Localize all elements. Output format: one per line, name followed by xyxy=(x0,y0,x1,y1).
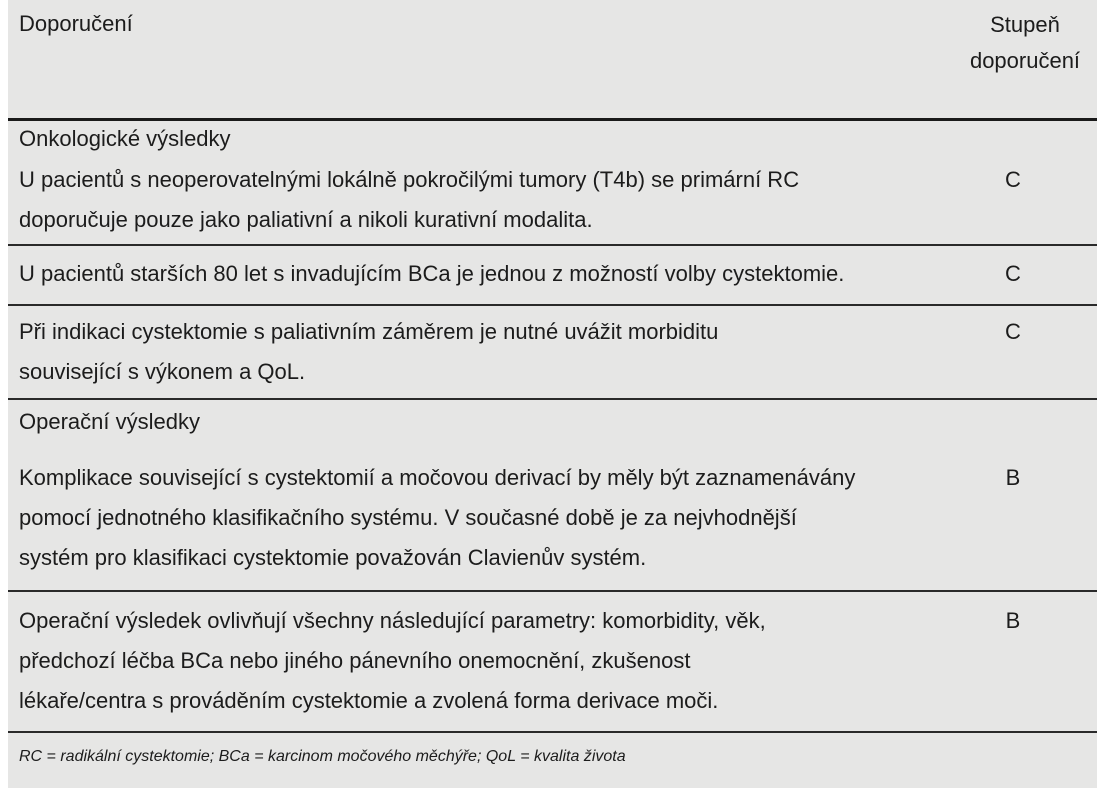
recommendation-text xyxy=(19,160,954,240)
recommendation-text xyxy=(19,458,954,578)
recommendation-line: systém pro klasifikaci cystektomie považován Clavienův systém. xyxy=(19,545,647,570)
section-divider xyxy=(8,398,1097,400)
recommendation-line: Operační výsledek ovlivňují všechny následující parametry: komorbidity, věk, xyxy=(19,608,766,633)
header-grade-line2: doporučení xyxy=(969,48,1081,73)
recommendation-line: lékaře/centra s prováděním cystektomie a zvolená forma derivace moči. xyxy=(19,688,719,713)
section-title: Onkologické výsledky xyxy=(19,126,231,151)
grade-value: C xyxy=(1005,319,1021,344)
recommendation-line: doporučuje pouze jako paliativní a nikoli kurativní modalita. xyxy=(19,207,593,232)
recommendation-line: předchozí léčba BCa nebo jiného pánevního onemocnění, zkušenost xyxy=(19,648,691,673)
recommendation-text xyxy=(19,254,954,294)
row-divider xyxy=(8,304,1097,306)
section-title: Operační výsledky xyxy=(19,409,200,434)
grade-value: B xyxy=(1005,465,1021,490)
recommendations-table xyxy=(8,0,1097,788)
header-grade xyxy=(956,7,1094,79)
recommendation-line: U pacientů starších 80 let s invadujícím BCa je jednou z možností volby cystektomie. xyxy=(19,261,845,286)
table-header xyxy=(8,0,1097,120)
header-grade-line1: Stupeň xyxy=(990,12,1060,37)
recommendation-line: Komplikace související s cystektomií a močovou derivací by měly být zaznamenávány xyxy=(19,465,856,490)
row-divider xyxy=(8,244,1097,246)
header-divider xyxy=(8,118,1097,121)
recommendation-line: související s výkonem a QoL. xyxy=(19,359,306,384)
grade-value: B xyxy=(1005,608,1021,633)
table-footnote: RC = radikální cystektomie; BCa = karcinom močového měchýře; QoL = kvalita života xyxy=(19,748,626,765)
recommendation-line: pomocí jednotného klasifikačního systému. V současné době je za nejvhodnější xyxy=(19,505,797,530)
recommendation-text xyxy=(19,601,954,721)
recommendation-line: U pacientů s neoperovatelnými lokálně pokročilými tumory (T4b) se primární RC xyxy=(19,167,800,192)
grade-value: C xyxy=(1005,261,1021,286)
row-divider xyxy=(8,590,1097,592)
grade-value: C xyxy=(1005,167,1021,192)
header-recommendation: Doporučení xyxy=(19,11,133,36)
recommendation-line: Při indikaci cystektomie s paliativním záměrem je nutné uvážit morbiditu xyxy=(19,319,719,344)
recommendation-text xyxy=(19,312,954,392)
footnote-divider xyxy=(8,731,1097,733)
